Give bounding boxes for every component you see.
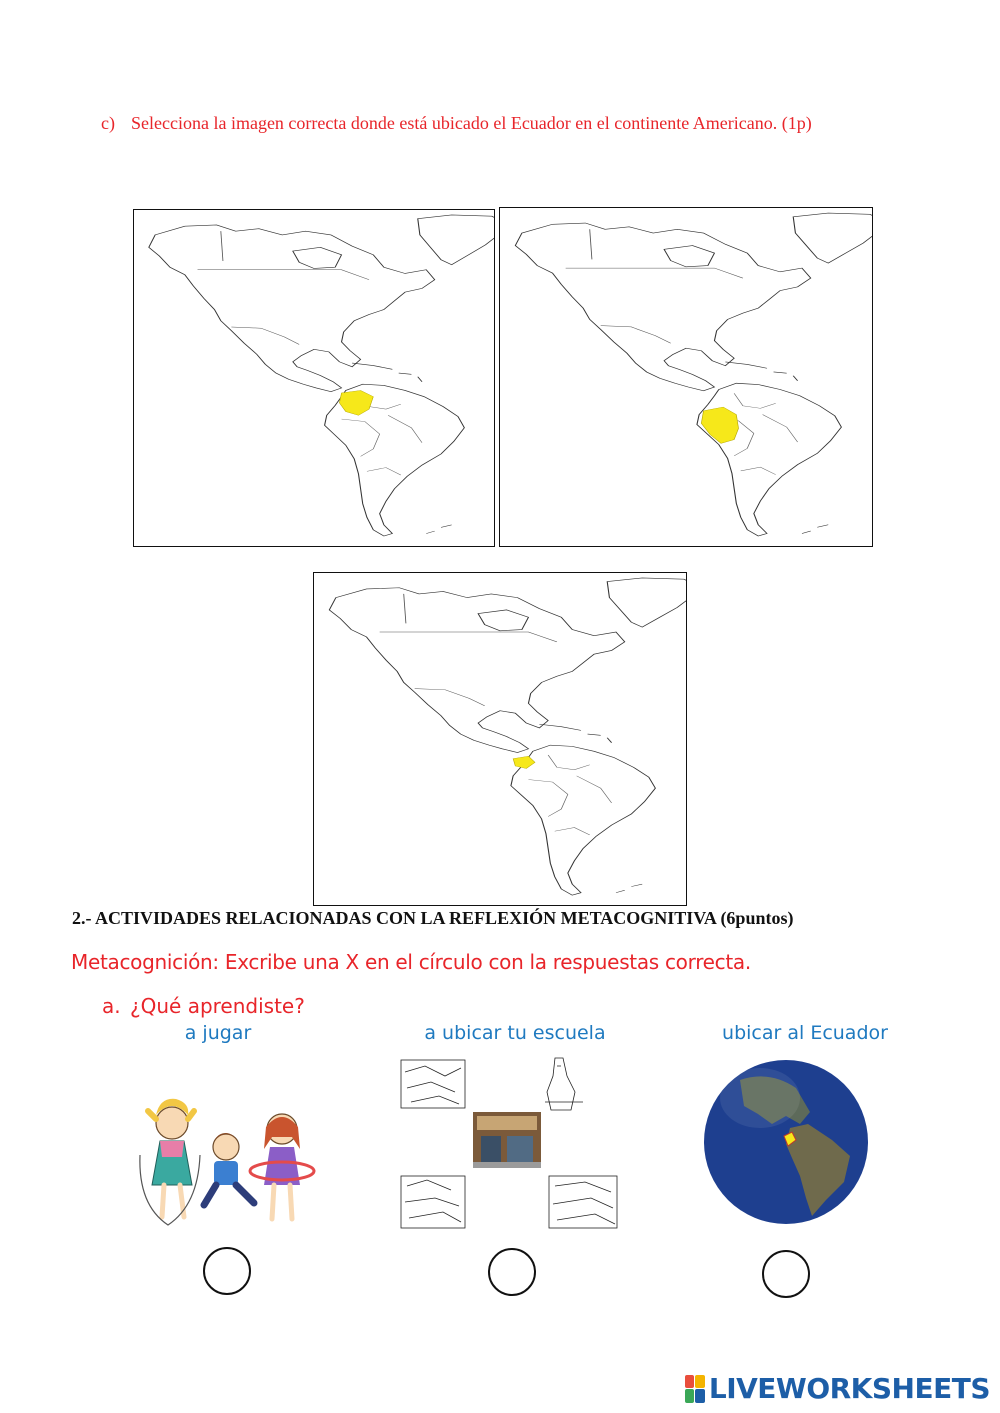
section-2-title: 2.- ACTIVIDADES RELACIONADAS CON LA REFLEXIÓN METACOGNITIVA (6puntos): [72, 908, 794, 928]
option-label-escuela: a ubicar tu escuela: [424, 1022, 606, 1044]
question-c-marker: c): [101, 113, 115, 133]
option-label-jugar: a jugar: [184, 1022, 252, 1044]
children-playing-image: [128, 1085, 328, 1233]
question-c-text: Selecciona la imagen correcta donde está ubicado el Ecuador en el continente Americano. (1p): [131, 113, 812, 133]
brand-name: LIVEWORKSHEETS: [708, 1372, 990, 1405]
answer-circle-jugar[interactable]: [203, 1247, 251, 1295]
ecuador-highlight: [513, 756, 535, 768]
question-a-marker: a.: [102, 994, 121, 1018]
americas-map: [500, 208, 872, 546]
map-option-colombia[interactable]: [133, 209, 495, 547]
colombia-highlight: [339, 390, 373, 415]
school-location-image: [395, 1052, 623, 1232]
answer-circle-escuela[interactable]: [488, 1248, 536, 1296]
option-label-ecuador: ubicar al Ecuador: [722, 1022, 888, 1044]
americas-map: [134, 210, 494, 546]
globe-ecuador-image: [700, 1058, 872, 1226]
brand-logo: [685, 1372, 990, 1405]
question-a: [102, 994, 305, 1018]
question-c: [101, 113, 812, 134]
answer-circle-ecuador[interactable]: [762, 1250, 810, 1298]
americas-map: [314, 573, 686, 905]
map-option-ecuador[interactable]: [313, 572, 687, 906]
metacognition-instruction: Metacognición: Excribe una X en el círculo con la respuestas correcta.: [71, 950, 751, 974]
peru-highlight: [701, 407, 738, 443]
question-a-text: ¿Qué aprendiste?: [130, 994, 305, 1018]
liveworksheets-icon: [685, 1375, 705, 1403]
map-option-peru[interactable]: [499, 207, 873, 547]
